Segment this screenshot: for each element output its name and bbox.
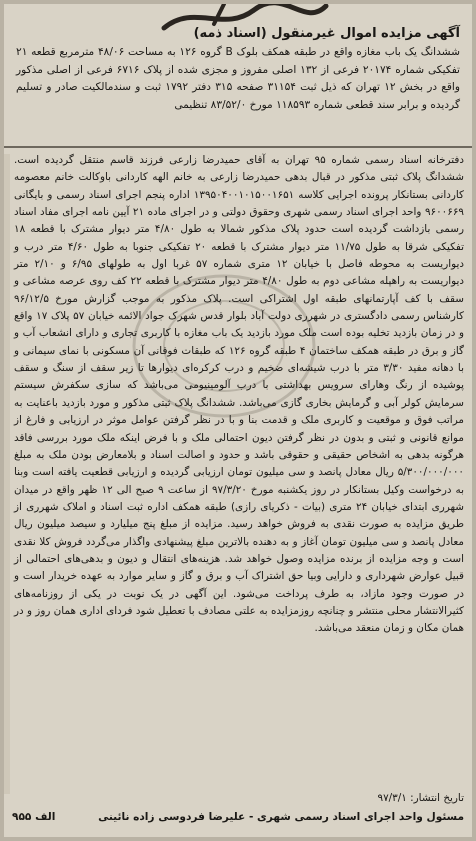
publish-date: تاریخ انتشار: ۹۷/۳/۱	[377, 792, 464, 804]
ad-header	[10, 22, 466, 120]
section-divider	[4, 146, 472, 148]
newspaper-clipping	[4, 4, 472, 837]
ad-footer	[12, 790, 464, 826]
official-signature: مسئول واحد اجرای اسناد رسمی شهری - علیرضا فردوسی زاده نائینی	[98, 811, 464, 823]
ad-title: آگهی مزایده اموال غیرمنقول (اسناد ذمه)	[193, 26, 460, 41]
ad-body: دفترخانه اسناد رسمی شماره ۹۵ تهران به آقای حمیدرضا زارعی فرزند قاسم منتقل گردیده است. ششدانگ پلاک ثبتی مذکور در قبال بدهی حمیدرضا زارعی به خانم الهه کاردانی باوکالت خانم معصومه کاردانی بستانکار پرونده اجرایی کلاسه ۱۳۹۵۰۴۰۰۱۰۱۵۰۰۱۶۵۱ اداره پنجم اجرای اسناد رسمی و بایگانی ۹۶۰۰۶۶۹ واحد اجرای اسناد رسمی شهری وحقوق دولتی و در اجرای ماده ۲۱ آیین نامه اجرای مفاد اسناد رسمی بازداشت گردیده است حدود پلاک مذکور شمالا به طول ۴/۸۰ متر دیوار مشترک با قطعه ۱۸ تفکیکی شرقا به طول ۱۱/۷۵ متر دیوار مشترک با قطعه ۲۰ تفکیکی جنوبا به طول ۴/۶۰ متر درب و دیواریست به محوطه فاصل با خیابان ۱۲ متری شماره ۵۷ غربا اول به طولهای ۶/۹۵ و ۲/۱۰ متر دیواریست به راهپله مشاعی دوم به طول ۴/۸۰ متر دیوار مشترک با قطعه ۲۲ کف روی عرصه مشاعی و سقف با کف آپارتمانهای طبقه اول اشتراکی است. پلاک مذکور به موجب گزارش مورخ ۹۶/۱۲/۵ کارشناس رسمی دادگستری در شهرری دولت آباد بلوار قدس شهرک جواد الائمه خیابان ۵۷ پلاک ۱۷ واقع و در زمان بازدید تخلیه بوده است ملک مورد بازدید یک باب مغازه با کاربری تجاری و دارای انشعاب آب و گاز و برق در طبقه همکف ساختمان ۴ طبقه گروه ۱۲۶ که طبقات فوقانی آن مسکونی با نمای سیمانی و با دهانه مفید ۳/۳۰ متر با درب شیشه‌ای ضخیم و درب کرکره‌ای دیوارها تا زیر سقف از سنگ و سقف پوشیده از رنگ وهارای سرویس بهداشتی با درب آلومینیومی می‌باشد که سازی سکفرش سیستم سرمایش کولر آبی و گرمایش بخاری گازی می‌باشد. ششدانگ پلاک ثبتی مذکور و مورد بازدید باعنایت به مراتب فوق و موقعیت و کاربری ملک و قدمت بنا و با در نظر گرفتن عوامل موثر در ارزیابی و فارغ از موانع قانونی و ثبتی و بدون در نظر گرفتن دیون احتمالی ملک و با فرض اینکه ملک مورد بررسی فاقد هرگونه بدهی به اشخاص حقیقی و حقوقی باشد و حدود و اصالت اسناد و بلامعارض بودن ملک به مبلغ ۵/۳۰۰/۰۰۰/۰۰۰ ریال معادل پانصد و سی میلیون تومان ارزیابی گردیده و ارزیابی قطعیت یافته است وبنا به درخواست وکیل بستانکار در روز یکشنبه مورخ ۹۷/۳/۲۰ از ساعت ۹ صبح الی ۱۲ ظهر واقع در میدان شهرری ابتدای خیابان ۲۴ متری (بیات - ذکریای رازی) طبقه همکف اداره ثبت اسناد و املاک شهرری از طریق مزایده به صورت نقدی به فروش خواهد رسید. مزایده از مبلغ پنج میلیارد و سیصد میلیون ریال معادل پانصد و سی میلیون تومان آغاز و به دهنده بالاترین مبلغ پیشنهادی واگذار می‌گردد فروش کلا نقدی است و وجه مزایده از برنده مزایده وصول خواهد شد. هزینه‌های انتقال و دیون و بدهی‌های احتمالی از قبیل عوارض شهرداری و دارایی وبیا حق اشتراک آب و برق و گاز و سایر موارد به عهده خریدار است و در صورت وجود مازاد، به طرف پرداخت می‌شود. این آگهی در یک نوبت در یکی از روزنامه‌های کثیرالانتشار محلی منتشر و چنانچه روزمزایده به علتی مصادف با تعطیل شود فردای اداری همان روز و در همان مکان و زمان منعقد می‌باشد.	[14, 154, 465, 635]
ad-code: الف ۹۵۵	[12, 811, 56, 823]
property-summary: ششدانگ یک باب مغازه واقع در طبقه همکف بلوک B گروه ۱۲۶ به مساحت ۴۸/۰۶ مترمربع قطعه ۲۱ تفکیکی شماره ۲۰۱۷۴ فرعی از ۱۳۲ اصلی مفروز و مجزی شده از پلاک ۶۷۱۶ فرعی از اصلی مذکور واقع در بخش ۱۲ تهران که ذیل ثبت ۳۱۱۵۴ صفحه ۳۱۵ دفتر ۱۷۹۲ ثبت و سندمالکیت صادر و تسلیم گردیده و برابر سند قطعی شماره ۱۱۸۵۹۳ مورخ ۸۳/۵۲/۰ تنظیمی	[16, 46, 461, 111]
signature-line	[12, 808, 464, 826]
column-edge	[4, 154, 10, 794]
